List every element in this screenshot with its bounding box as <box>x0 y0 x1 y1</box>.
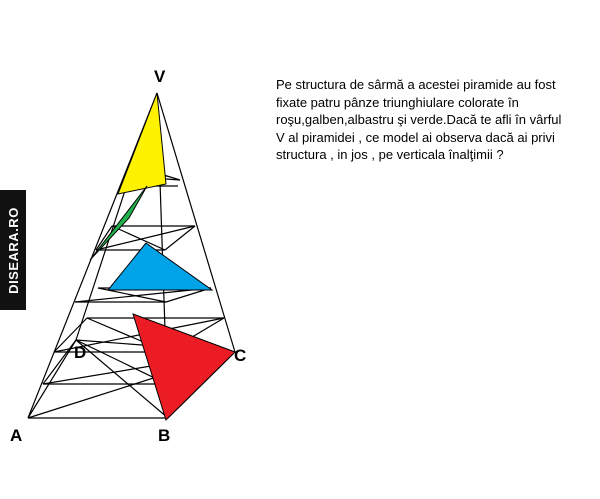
label-A: A <box>10 426 23 445</box>
problem-statement: Pe structura de sârmă a acestei piramide au fost fixate patru pânze triunghiulare colorate în roşu,galben,albastru şi verde.Dacă te afli în vârful V al piramidei , ce model ai observa dacă ai privi structura , in jos , pe verticala înalţimii ? <box>276 77 562 162</box>
watermark-text: DISEARA.RO <box>5 206 21 294</box>
label-C: C <box>234 346 247 365</box>
yellow-triangle <box>118 93 166 194</box>
edge-VC <box>157 93 235 352</box>
label-D: D <box>74 343 87 362</box>
green-triangle <box>90 186 147 260</box>
label-B: B <box>158 426 171 445</box>
brace-4 <box>112 226 165 250</box>
label-V: V <box>154 67 166 86</box>
